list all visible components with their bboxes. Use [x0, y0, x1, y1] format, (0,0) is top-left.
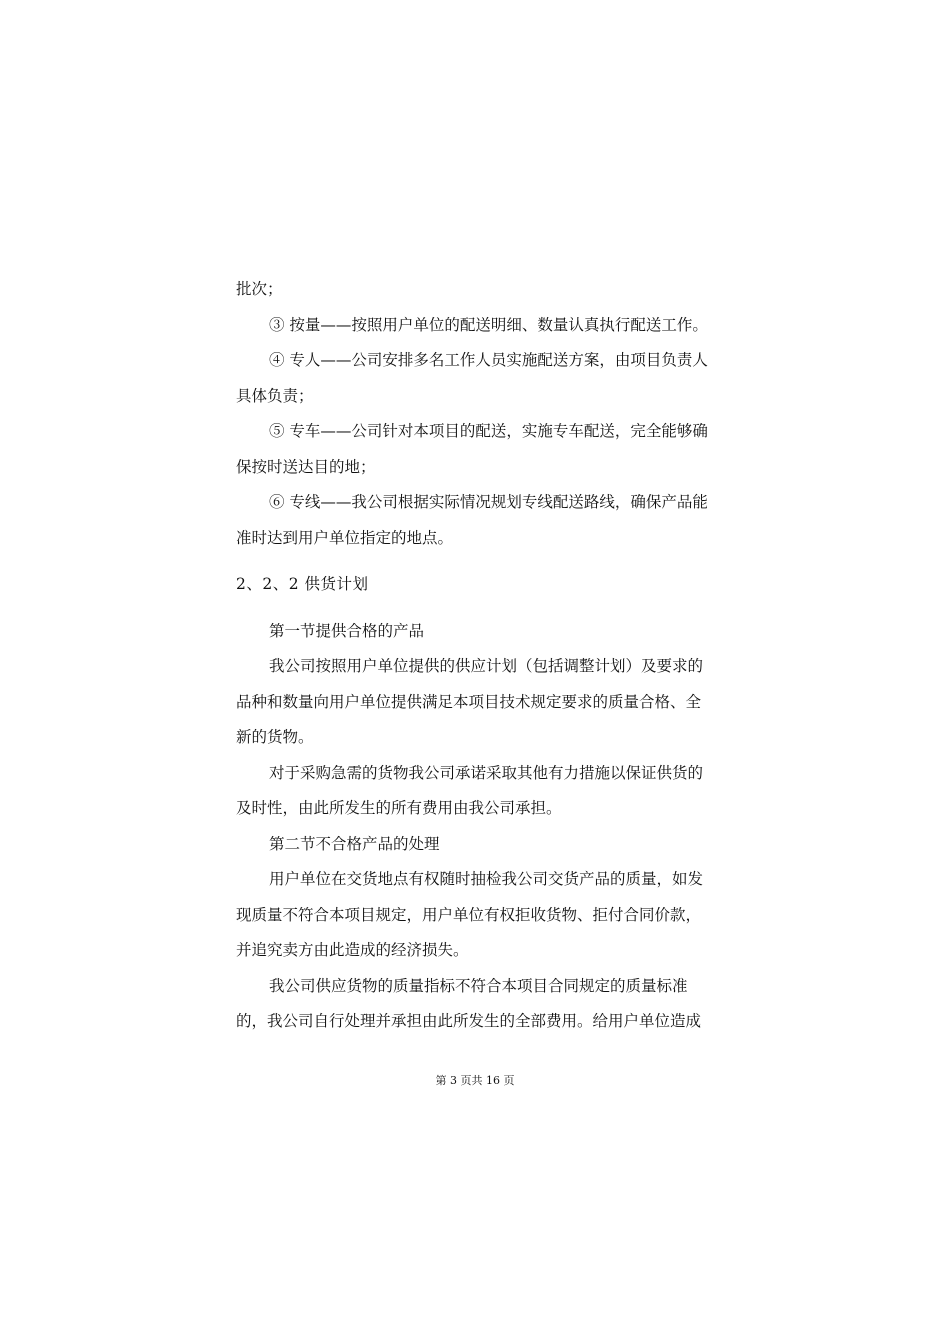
paragraph-line: 及时性，由此所发生的所有费用由我公司承担。 — [236, 799, 562, 817]
subsection-heading: 第二节不合格产品的处理 — [269, 834, 440, 853]
paragraph-line: 我公司按照用户单位提供的供应计划（包括调整计划）及要求的 — [269, 657, 704, 675]
list-item-dedicated-staff: ④ 专人——公司安排多名工作人员实施配送方案，由项目负责人 — [269, 351, 708, 369]
paragraph-line: 现质量不符合本项目规定，用户单位有权拒收货物、拒付合同价款， — [236, 905, 702, 924]
subsection-heading: 第一节提供合格的产品 — [269, 621, 425, 640]
paragraph-line: 用户单位在交货地点有权随时抽检我公司交货产品的质量，如发 — [269, 870, 704, 888]
paragraph-line: 品种和数量向用户单位提供满足本项目技术规定要求的质量合格、全 — [236, 692, 702, 711]
paragraph-line: 新的货物。 — [236, 728, 314, 746]
list-item-by-quantity: ③ 按量——按照用户单位的配送明细、数量认真执行配送工作。 — [269, 315, 708, 334]
paragraph-line: 批次； — [236, 280, 283, 298]
list-item-dedicated-vehicle: ⑤ 专车——公司针对本项目的配送，实施专车配送，完全能够确 — [269, 422, 708, 440]
paragraph-line: 对于采购急需的货物我公司承诺采取其他有力措施以保证供货的 — [269, 763, 704, 782]
document-body — [236, 272, 722, 1040]
paragraph-line: 保按时送达目的地； — [236, 457, 376, 476]
page-footer: 第 3 页共 16 页 — [435, 1074, 515, 1087]
paragraph-line: 具体负责； — [236, 386, 314, 405]
paragraph-line: 并追究卖方由此造成的经济损失。 — [236, 941, 469, 959]
paragraph-line: 准时达到用户单位指定的地点。 — [236, 528, 454, 547]
paragraph-line: 的，我公司自行处理并承担由此所发生的全部费用。给用户单位造成 — [236, 1012, 702, 1030]
list-item-dedicated-route: ⑥ 专线——我公司根据实际情况规划专线配送路线，确保产品能 — [269, 493, 708, 511]
section-heading: 2、2、2 供货计划 — [236, 575, 369, 593]
paragraph-line: 我公司供应货物的质量指标不符合本项目合同规定的质量标准 — [269, 976, 688, 995]
